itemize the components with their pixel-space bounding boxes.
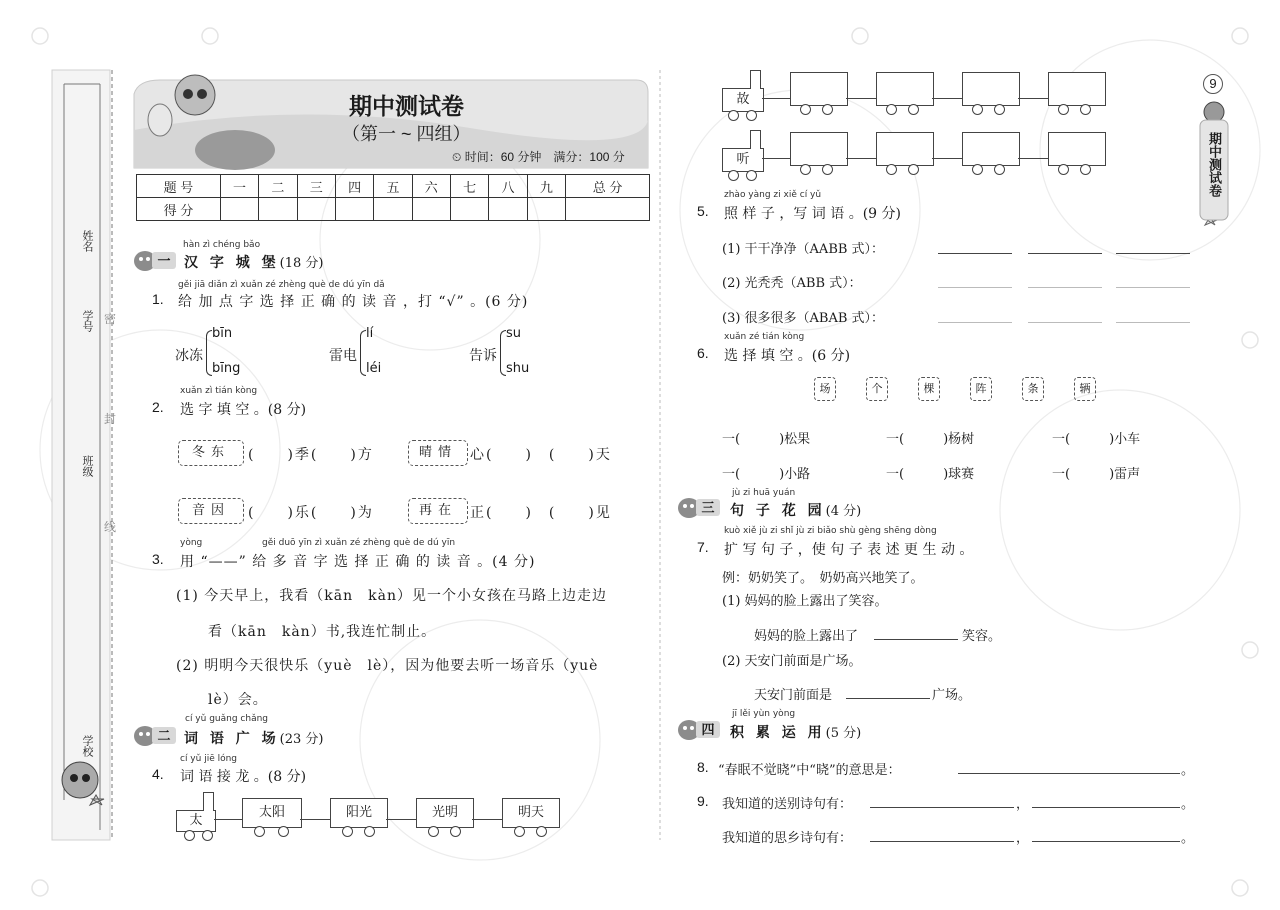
q6-number: 6.: [697, 345, 709, 361]
train-link: [932, 158, 962, 159]
section2-title: 词 语 广 场: [184, 730, 280, 746]
score-input-cell[interactable]: [450, 198, 488, 221]
page-title: 期中测试卷: [349, 93, 464, 119]
q2-row2-blanks1[interactable]: ( )乐( )为: [248, 505, 374, 521]
q3-number: 3.: [152, 551, 164, 567]
train3-car-1[interactable]: [790, 132, 848, 166]
train-wheel: [450, 826, 461, 837]
train-wheel: [184, 830, 195, 841]
train-wheel: [800, 104, 811, 115]
q9-line2-text: 我知道的思乡诗句有：: [722, 831, 853, 846]
train2-car-3[interactable]: [962, 72, 1020, 106]
section4-badge: [678, 720, 724, 740]
train-engine: [176, 810, 216, 832]
train-wheel: [1080, 104, 1091, 115]
q5-item2-blank[interactable]: [938, 287, 1012, 288]
train-wheel: [1058, 104, 1069, 115]
train2-car-1[interactable]: [790, 72, 848, 106]
section1-heading: [184, 252, 324, 272]
train-wheel: [746, 170, 757, 181]
q8-number: 8.: [697, 759, 709, 775]
page-number: 9: [1203, 74, 1223, 94]
train-wheel: [886, 164, 897, 175]
binding-name-label: 姓名: [81, 230, 94, 252]
train-wheel: [428, 826, 439, 837]
q4-text: 词 语 接 龙 。(8 分): [180, 769, 307, 785]
score-table-cell: 二: [259, 175, 297, 198]
train-car-1: [242, 798, 302, 828]
q1-item2-word: 雷电: [329, 348, 357, 364]
score-table-cell: 七: [450, 175, 488, 198]
train-link: [300, 819, 330, 820]
section1-badge: [134, 251, 180, 271]
q8-text: “春眠不觉晓”中“晓”的意思是：: [718, 763, 901, 778]
train-car-3: [416, 798, 474, 828]
section4-title: 积 累 运 用: [730, 724, 826, 740]
q5-item3-blank[interactable]: [1116, 322, 1190, 323]
binding-school-label: 学校: [81, 735, 94, 757]
q5-item3-blank[interactable]: [1028, 322, 1102, 323]
score-table-cell: 五: [374, 175, 412, 198]
score-input-cell[interactable]: [566, 198, 650, 221]
train-engine-chimney: [750, 70, 761, 89]
q7-number: 7.: [697, 539, 709, 555]
train-wheel: [994, 104, 1005, 115]
train-wheel: [514, 826, 525, 837]
train-wheel: [254, 826, 265, 837]
q1-item3-word: 告诉: [469, 348, 497, 364]
q9-line2-blank[interactable]: [870, 841, 1014, 842]
train-wheel: [364, 826, 375, 837]
q3-line4: lè）会。: [208, 692, 268, 708]
page-subtitle: （第一 ~ 四组）: [342, 124, 471, 144]
train3-car-2[interactable]: [876, 132, 934, 166]
score-table-cell: 题 号: [137, 175, 221, 198]
q2-pinyin: xuǎn zì tián kòng: [180, 386, 258, 396]
score-table-cell: 总 分: [566, 175, 650, 198]
train2-car-4[interactable]: [1048, 72, 1106, 106]
q9-number: 9.: [697, 793, 709, 809]
train-wheel: [202, 830, 213, 841]
train-link: [214, 819, 242, 820]
train-wheel: [728, 110, 739, 121]
train-engine-chimney: [203, 792, 214, 811]
q3-pinyin-right: gěi duō yīn zì xuǎn zé zhèng què de dú yīn: [262, 538, 456, 548]
train-car-1-text: 太阳: [258, 805, 285, 820]
train3-engine: [722, 148, 764, 172]
train-car-4: [502, 798, 560, 828]
score-table-header-row: [137, 175, 650, 198]
q4-number: 4.: [152, 766, 164, 782]
q8-end: 。: [1181, 763, 1195, 778]
q6-row1-item3[interactable]: 一( )小车: [1052, 432, 1141, 447]
q1-pinyin: gěi jiā diǎn zì xuǎn zé zhèng què de dú yīn dǎ: [178, 280, 385, 290]
section3-number: 三: [696, 499, 720, 516]
train-engine-chimney: [750, 130, 761, 149]
score-input-cell[interactable]: [489, 198, 527, 221]
q2-row2-choice-box1: 音因: [178, 498, 244, 524]
q6-text: 选 择 填 空 。(6 分): [724, 348, 851, 364]
q6-card: 场: [814, 377, 836, 401]
q2-text: 选 字 填 空 。(8 分): [180, 402, 307, 418]
section4-pinyin: jī lěi yùn yòng: [732, 709, 796, 719]
q7-item2-blank[interactable]: [846, 698, 930, 699]
q2-row2-blanks2[interactable]: 正( ) ( )见: [470, 505, 612, 521]
train2-engine: [722, 88, 764, 112]
score-table-cell: 九: [527, 175, 565, 198]
train-link: [1018, 158, 1048, 159]
q1-item2-option-a[interactable]: lí: [366, 326, 374, 341]
side-tab-label: 期中测试卷: [1207, 132, 1222, 197]
train-wheel: [972, 104, 983, 115]
train-car-2: [330, 798, 388, 828]
section2-score: (23 分): [279, 732, 324, 747]
q1-number: 1.: [152, 291, 164, 307]
q5-item2-blank[interactable]: [1028, 287, 1102, 288]
train2-car-2[interactable]: [876, 72, 934, 106]
section2-badge: [134, 726, 180, 746]
train-link: [1018, 98, 1048, 99]
q5-pinyin: zhào yàng zi xiě cí yǔ: [724, 190, 822, 200]
q6-row1-item2[interactable]: 一( )杨树: [886, 432, 975, 447]
score-table-cell: 四: [335, 175, 373, 198]
train-wheel: [278, 826, 289, 837]
q8-answer-line[interactable]: [958, 773, 1180, 774]
score-input-cell[interactable]: [374, 198, 412, 221]
q7-pinyin: kuò xiě jù zi shǐ jù zi biǎo shù gèng shēng dòng: [724, 526, 937, 536]
q6-card: 辆: [1074, 377, 1096, 401]
section3-title: 句 子 花 园: [730, 502, 826, 518]
section1-score: (18 分): [279, 256, 324, 271]
q5-text: 照 样 子 ，写 词 语 。(9 分): [724, 206, 901, 222]
binding-mi-label: 密: [104, 312, 117, 326]
q5-item2-blank[interactable]: [1116, 287, 1190, 288]
train2-engine-label: 故: [736, 92, 750, 107]
train3-engine-label: 听: [736, 152, 750, 167]
section3-pinyin: jù zi huā yuán: [732, 488, 796, 498]
score-input-cell[interactable]: [220, 198, 258, 221]
section1-pinyin: hàn zì chéng bǎo: [183, 240, 261, 250]
q7-item2-prefix: 天安门前面是: [754, 688, 833, 703]
section3-badge: [678, 498, 724, 518]
score-input-cell[interactable]: [412, 198, 450, 221]
q5-item1-blank[interactable]: [1116, 253, 1190, 254]
train3-car-3[interactable]: [962, 132, 1020, 166]
time-info-text: 时间：60 分钟 满分：100 分: [464, 150, 625, 164]
section2-number: 二: [152, 727, 176, 744]
binding-xian-label: 线: [104, 520, 117, 534]
q5-item3-blank[interactable]: [938, 322, 1012, 323]
clock-icon: ⏲: [452, 150, 462, 164]
q9-line1-end: 。: [1181, 797, 1195, 812]
q9-line1-blank[interactable]: [870, 807, 1014, 808]
q5-number: 5.: [697, 203, 709, 219]
score-table-cell: 三: [297, 175, 335, 198]
score-input-cell[interactable]: [335, 198, 373, 221]
train-link: [472, 819, 502, 820]
q5-item1: (1) 干干净净（AABB 式）：: [722, 242, 885, 257]
train-wheel: [972, 164, 983, 175]
q3-text: 用 “——” 给 多 音 字 选 择 正 确 的 读 音 。(4 分): [180, 554, 536, 570]
score-input-cell[interactable]: [297, 198, 335, 221]
q9-line2-end: 。: [1181, 831, 1195, 846]
q6-card: 个: [866, 377, 888, 401]
q5-item1-blank[interactable]: [938, 253, 1012, 254]
score-table-cell: 六: [412, 175, 450, 198]
q7-item1: (1) 妈妈的脸上露出了笑容。: [722, 594, 888, 609]
q9-line1-comma: ，: [1016, 797, 1030, 812]
binding-id-label: 学号: [81, 310, 94, 332]
q9-line2-blank[interactable]: [1032, 841, 1180, 842]
q2-row1-choice-box1: 冬东: [178, 440, 244, 466]
q7-item2: (2) 天安门前面是广场。: [722, 654, 862, 669]
q1-item3-option-a[interactable]: su: [506, 326, 522, 341]
train-link: [386, 819, 416, 820]
train-link: [846, 158, 876, 159]
q7-item1-blank[interactable]: [874, 639, 958, 640]
q3-pinyin-left: yòng: [180, 538, 203, 548]
q5-item1-blank[interactable]: [1028, 253, 1102, 254]
time-score-info: [452, 148, 625, 165]
q7-item2-suffix: 广场。: [932, 688, 972, 703]
section3-score: (4 分): [825, 504, 862, 519]
section3-heading: [730, 500, 861, 520]
q7-text: 扩 写 句 子 ，使 句 子 表 述 更 生 动 。: [724, 542, 974, 558]
score-table: [136, 174, 650, 221]
train-link: [762, 98, 790, 99]
train-link: [846, 98, 876, 99]
section2-heading: [184, 728, 324, 748]
section1-title: 汉 字 城 堡: [184, 254, 280, 270]
q4-pinyin: cí yǔ jiē lóng: [180, 754, 238, 764]
train-wheel: [800, 164, 811, 175]
q7-item1-suffix: 笑容。: [962, 629, 1002, 644]
train-wheel: [746, 110, 757, 121]
train-wheel: [342, 826, 353, 837]
binding-class-label: 班级: [81, 455, 94, 477]
q3-line2: 看（kān kàn）书,我连忙制止。: [208, 624, 437, 640]
score-table-score-row: [137, 198, 650, 221]
q1-text: 给 加 点 字 选 择 正 确 的 读 音 ，打 “√” 。(6 分): [178, 294, 529, 310]
train-wheel: [908, 164, 919, 175]
q1-item2-option-b[interactable]: léi: [366, 361, 382, 376]
q7-example: 例：奶奶笑了。 奶奶高兴地笑了。: [722, 571, 924, 586]
train-wheel: [822, 164, 833, 175]
train-car-3-text: 光明: [431, 805, 458, 820]
section4-number: 四: [696, 721, 720, 738]
train-wheel: [1080, 164, 1091, 175]
train-wheel: [1058, 164, 1069, 175]
q1-item1-option-b[interactable]: bīng: [212, 361, 241, 376]
q6-card: 阵: [970, 377, 992, 401]
binding-feng-label: 封: [104, 412, 117, 426]
score-table-row-label: 得 分: [137, 198, 221, 221]
train-wheel: [994, 164, 1005, 175]
q6-row1-item1[interactable]: 一( )松果: [722, 432, 811, 447]
q5-item2: (2) 光秃秃（ABB 式）：: [722, 276, 862, 291]
q6-row2-item1[interactable]: 一( )小路: [722, 467, 811, 482]
q9-line2-comma: ，: [1016, 831, 1030, 846]
train-wheel: [822, 104, 833, 115]
q9-line1-text: 我知道的送别诗句有：: [722, 797, 853, 812]
train-wheel: [536, 826, 547, 837]
score-input-cell[interactable]: [259, 198, 297, 221]
q2-row1-blanks2[interactable]: 心( ) ( )天: [470, 447, 612, 463]
section1-number: 一: [152, 252, 176, 269]
score-table-cell: 一: [220, 175, 258, 198]
train3-car-4[interactable]: [1048, 132, 1106, 166]
q2-row1-choice-box2: 晴情: [408, 440, 468, 466]
train-wheel: [886, 104, 897, 115]
train-car-2-text: 阳光: [345, 805, 372, 820]
q2-row1-blanks1[interactable]: ( )季( )方: [248, 447, 374, 463]
train-wheel: [728, 170, 739, 181]
section2-pinyin: cí yǔ guǎng chǎng: [185, 714, 268, 724]
score-input-cell[interactable]: [527, 198, 565, 221]
q7-item1-prefix: 妈妈的脸上露出了: [754, 629, 859, 644]
train-link: [762, 158, 790, 159]
section4-heading: [730, 722, 861, 742]
q3-line3: (2) 明明今天很快乐（yuè lè），因为他要去听一场音乐（yuè: [176, 658, 599, 674]
train-wheel: [908, 104, 919, 115]
q6-pinyin: xuǎn zé tián kòng: [724, 332, 805, 342]
q6-row2-item3[interactable]: 一( )雷声: [1052, 467, 1141, 482]
q2-number: 2.: [152, 399, 164, 415]
section4-score: (5 分): [825, 726, 862, 741]
q6-row2-item2[interactable]: 一( )球赛: [886, 467, 975, 482]
q1-item3-option-b[interactable]: shu: [506, 361, 530, 376]
train-car-4-text: 明天: [517, 805, 544, 820]
train-engine-label: 太: [189, 813, 203, 828]
q3-line1: (1) 今天早上，我看（kān kàn）见一个小女孩在马路上边走边: [176, 588, 607, 604]
train-link: [932, 98, 962, 99]
q2-row2-choice-box2: 再在: [408, 498, 468, 524]
q1-item1-word: 冰冻: [175, 348, 203, 364]
q5-item3: (3) 很多很多（ABAB 式）：: [722, 311, 885, 326]
q6-card: 棵: [918, 377, 940, 401]
q1-item1-option-a[interactable]: bīn: [212, 326, 233, 341]
q6-card: 条: [1022, 377, 1044, 401]
score-table-cell: 八: [489, 175, 527, 198]
q9-line1-blank[interactable]: [1032, 807, 1180, 808]
